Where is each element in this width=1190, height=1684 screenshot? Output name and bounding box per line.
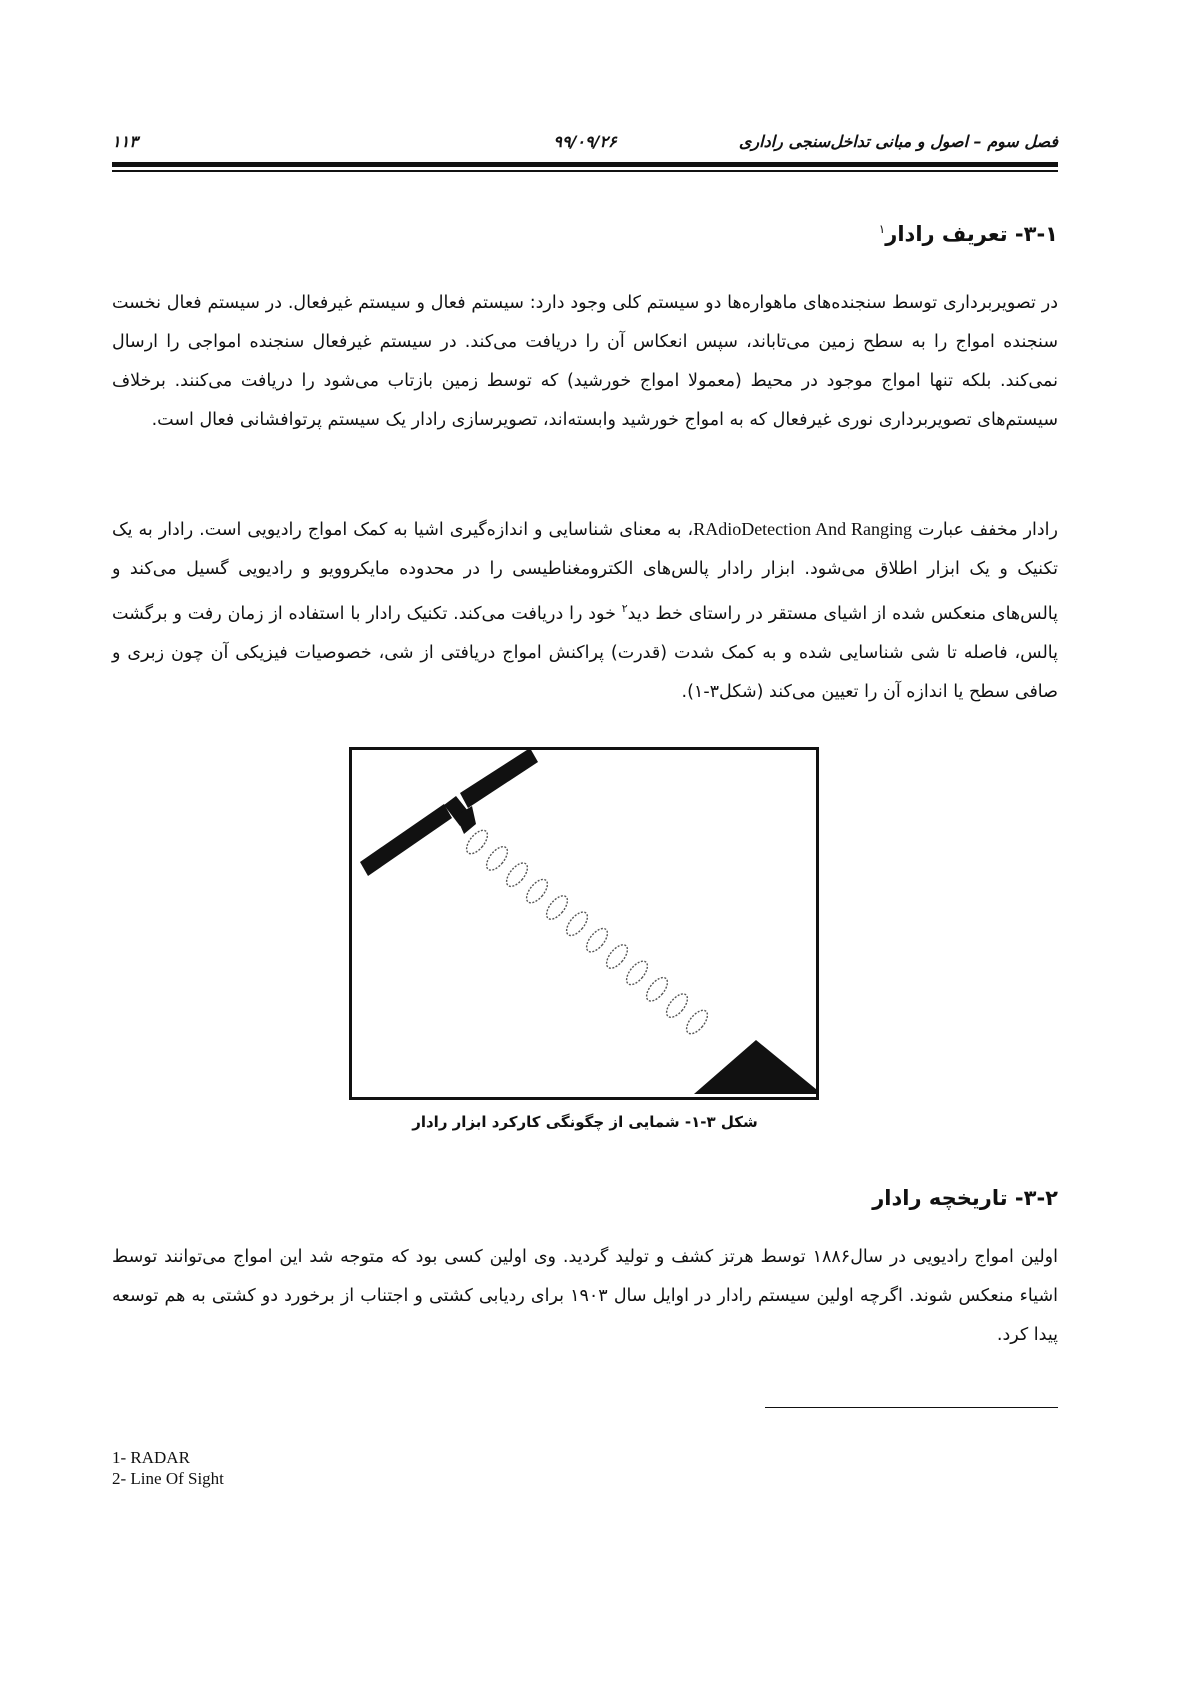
solar-panel-left xyxy=(360,804,452,876)
footnotes xyxy=(112,1447,224,1489)
chapter-title: فصل سوم – اصول و مبانی تداخل‌سنجی راداری xyxy=(738,132,1058,151)
pulse-ellipse xyxy=(683,1007,712,1038)
paragraph-systems: در تصویربرداری توسط سنجنده‌های ماهواره‌ها دو سیستم کلی وجود دارد: سیستم فعال و سیستم غیرفعال. در سیستم فعال نخست سنجنده امواج را به سطح زمین می‌تاباند، سپس انعکاس آن را دریافت می‌کند. در سیستم غیرفعال سنجنده امواجی را ارسال نمی‌کند. بلکه تنها امواج موجود در محیط (معمولا امواج خورشید) که توسط زمین بازتاب می‌شود را دریافت می‌کنند. برخلاف سیستم‌های تصویربرداری نوری غیرفعال که به امواج خورشید وابسته‌اند، تصویرسازی رادار یک سیستم پرتوافشانی فعال است. xyxy=(112,293,1058,430)
section-heading-radar-history: ۳-۲- تاریخچه رادار xyxy=(872,1186,1058,1210)
footnote-2: 2- Line Of Sight xyxy=(112,1469,224,1488)
p2-text-before: رادار مخفف عبارت xyxy=(912,520,1058,540)
radar-figure xyxy=(349,747,819,1100)
radar-pulses xyxy=(463,827,712,1038)
pulse-ellipse xyxy=(483,843,512,874)
radar-illustration xyxy=(352,750,816,1097)
pulse-ellipse xyxy=(583,925,612,956)
running-header xyxy=(112,128,1058,158)
figure-caption: شکل ۳-۱- شمایی از چگونگی کارکرد ابزار رادار xyxy=(412,1113,758,1131)
paragraph-history: اولین امواج رادیویی در سال۱۸۸۶ توسط هرتز کشف و تولید گردید. وی اولین کسی بود که متوجه شد این امواج می‌توانند توسط اشیاء منعکس شوند. اگرچه اولین سیستم رادار در اوایل سال ۱۹۰۳ برای ردیابی کشتی و اجتناب از برخورد دو کشتی به هم توسعه پیدا کرد. xyxy=(112,1247,1058,1345)
footnote-ref-2: ۲ xyxy=(621,602,628,615)
footnote-1: 1- RADAR xyxy=(112,1448,190,1467)
header-rule-thick xyxy=(112,162,1058,167)
pulse-ellipse xyxy=(623,958,652,989)
pulse-ellipse xyxy=(543,892,572,923)
pulse-ellipse xyxy=(563,909,592,940)
solar-panel-right xyxy=(460,750,538,808)
paragraph-radar-acronym xyxy=(112,510,1058,712)
p2-text-after: خود را دریافت می‌کند. تکنیک رادار با استفاده از زمان رفت و برگشت پالس، فاصله تا شی شناسایی شده و به کمک شدت (قدرت) پراکنش امواج دریافتی از شی، خصوصیات فیزیکی آن چون زبری و صافی سطح یا اندازه آن را تعیین می‌کند (شکل۳-۱). xyxy=(112,603,1058,702)
p2-text-middle: ، به معنای شناسایی و اندازه‌گیری اشیا به کمک امواج رادیویی است. رادار به یک تکنیک و یک ابزار اطلاق می‌شود. ابزار رادار پالس‌های الکترومغناطیسی را در محدوده مایکروویو و رادیویی گسیل می‌کند و پالس‌های منعکس شده از اشیای مستقر در راستای خط دید xyxy=(112,520,1058,624)
header-rule-thin xyxy=(112,170,1058,172)
radar-acronym-english: RAdioDetection And Ranging xyxy=(693,519,913,539)
section-heading-radar-definition xyxy=(879,222,1058,246)
pulse-ellipse xyxy=(643,974,672,1005)
pulse-ellipse xyxy=(663,990,692,1021)
header-date: ۹۹/۰۹/۲۶ xyxy=(553,132,617,151)
page-number: ۱۱۳ xyxy=(112,132,138,151)
pulse-ellipse xyxy=(603,941,632,972)
section-heading-text: ۳-۱- تعریف رادار xyxy=(885,222,1058,246)
footnote-separator xyxy=(765,1407,1058,1408)
pulse-ellipse xyxy=(503,859,532,890)
footnote-ref-1: ۱ xyxy=(878,222,886,236)
ground-target xyxy=(694,1040,816,1094)
pulse-ellipse xyxy=(523,876,552,907)
